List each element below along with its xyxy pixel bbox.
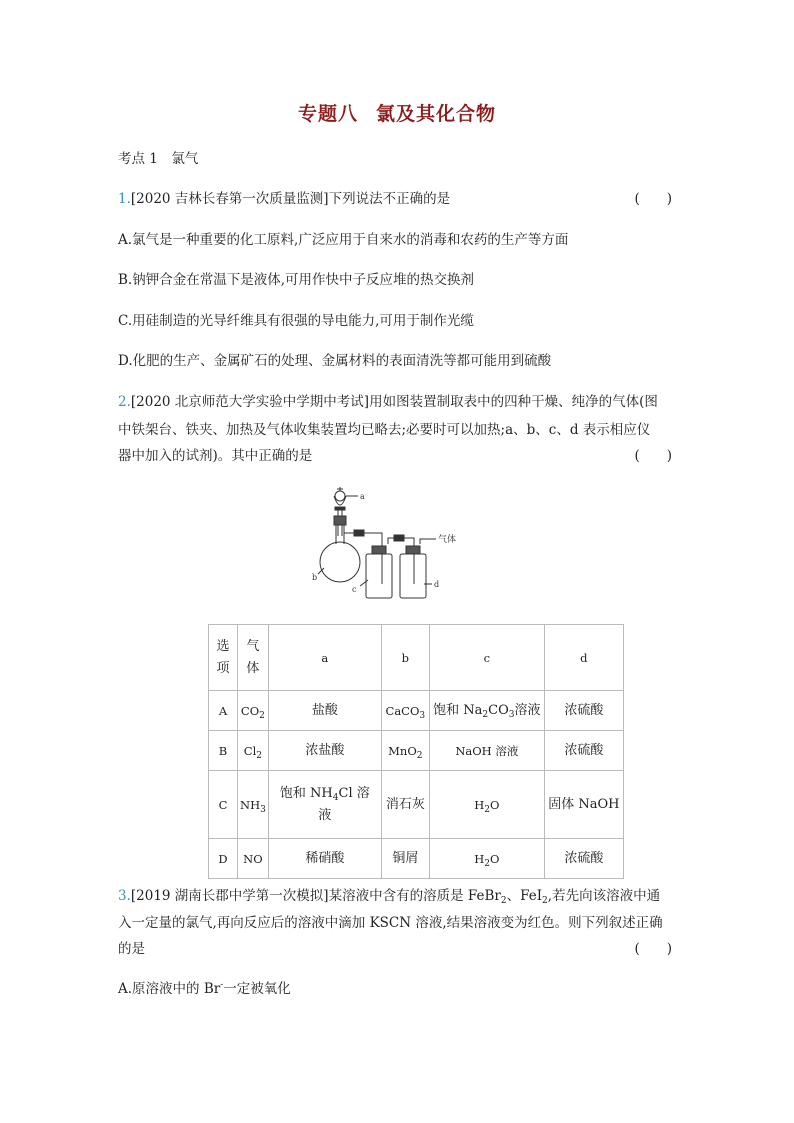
row-a-c-part-2: CO xyxy=(488,702,509,718)
row-c-gas-subscript: 3 xyxy=(260,804,266,815)
row-c-gas-formula: NH xyxy=(240,797,261,812)
page-title xyxy=(0,99,794,126)
row-a-reagent-a: 盐酸 xyxy=(268,691,381,731)
question-3-sub-1: 2 xyxy=(500,896,507,906)
question-1-option-c: C.用硅制造的光导纤维具有很强的导电能力,可用于制作光缆 xyxy=(118,313,474,329)
row-c-a-subscript: 4 xyxy=(332,792,339,803)
question-1-number: 1. xyxy=(118,191,131,207)
row-a-reagent-c xyxy=(429,691,544,731)
table-row xyxy=(209,731,624,771)
figure-label-a: a xyxy=(360,492,365,501)
row-d-c-subscript: 2 xyxy=(484,858,490,869)
row-c-a-part-2: Cl 溶 xyxy=(338,785,370,801)
row-b-b-subscript: 2 xyxy=(416,750,423,761)
row-c-a-part-1: 饱和 NH xyxy=(279,785,333,801)
row-a-c-part-3: 溶液 xyxy=(514,702,541,718)
row-b-reagent-d: 浓硫酸 xyxy=(544,731,623,771)
question-3-option-a-text-2: 一定被氧化 xyxy=(223,981,291,997)
question-2-answer-blank: ( ) xyxy=(634,448,672,464)
question-1-answer-blank: ( ) xyxy=(634,191,672,207)
row-c-c-subscript: 2 xyxy=(484,804,490,815)
row-a-reagent-d: 浓硫酸 xyxy=(544,691,623,731)
row-b-option: B xyxy=(209,731,238,771)
title-topic: 专题八 xyxy=(297,103,358,125)
row-c-a-line-2: 液 xyxy=(318,807,332,823)
row-a-b-formula: CaCO xyxy=(385,703,420,718)
header-a: a xyxy=(268,625,381,691)
question-3-line-3: 的是 xyxy=(118,941,145,957)
row-d-option: D xyxy=(209,839,238,879)
figure-label-d: d xyxy=(434,580,440,589)
question-1-option-d: D.化肥的生产、金属矿石的处理、金属材料的表面清洗等都可能用到硫酸 xyxy=(118,353,552,369)
question-3-text-1b: 、FeI xyxy=(506,888,543,904)
question-3-sub-2: 2 xyxy=(542,896,548,906)
row-a-c-sub-1: 2 xyxy=(482,709,489,720)
question-1-option-b: B.钠钾合金在常温下是液体,可用作快中子反应堆的热交换剂 xyxy=(118,272,475,288)
question-3-number: 3. xyxy=(118,888,131,904)
question-3-text-1a: [2019 湖南长郡中学第一次模拟]某溶液中含有的溶质是 FeBr xyxy=(130,888,501,904)
row-a-b-subscript: 3 xyxy=(419,710,426,721)
title-subject: 氯及其化合物 xyxy=(376,103,497,125)
row-d-reagent-b: 铜屑 xyxy=(381,839,429,879)
table-row xyxy=(209,771,624,839)
question-3-option-a-sup: - xyxy=(220,980,224,990)
question-3-answer-blank: ( ) xyxy=(634,941,672,957)
row-b-gas-formula: Cl xyxy=(243,743,257,758)
header-d: d xyxy=(544,625,623,691)
question-2-line-2: 中铁架台、铁夹、加热及气体收集装置均已略去;必要时可以加热;a、b、c、d 表示相应仪 xyxy=(118,422,651,438)
header-option xyxy=(209,625,238,691)
row-d-gas: NO xyxy=(238,839,269,879)
row-d-c-suffix: O xyxy=(489,851,500,866)
row-d-c-formula: H xyxy=(474,851,485,866)
question-3-line-2: 入一定量的氯气,再向反应后的溶液中滴加 KSCN 溶液,结果溶液变为红色。则下列叙述正确 xyxy=(118,915,663,931)
table-header-row xyxy=(209,625,624,691)
header-gas-char-1: 气 xyxy=(246,638,260,654)
row-b-reagent-b xyxy=(381,731,429,771)
row-b-reagent-a: 浓盐酸 xyxy=(268,731,381,771)
row-a-c-part-1: 饱和 Na xyxy=(433,702,483,718)
row-d-reagent-c xyxy=(429,839,544,879)
reagent-table xyxy=(208,624,624,879)
figure-label-b: b xyxy=(312,573,318,582)
row-c-c-formula: H xyxy=(474,797,485,812)
question-1-text: [2020 吉林长春第一次质量监测]下列说法不正确的是 xyxy=(130,191,451,207)
row-d-reagent-a: 稀硝酸 xyxy=(268,839,381,879)
question-2-text-1: [2020 北京师范大学实验中学期中考试]用如图装置制取表中的四种干燥、纯净的气体(图 xyxy=(130,394,658,410)
row-a-gas xyxy=(238,691,269,731)
header-b: b xyxy=(381,625,429,691)
header-c: c xyxy=(429,625,544,691)
row-c-option: C xyxy=(209,771,238,839)
row-c-reagent-d: 固体 NaOH xyxy=(544,771,623,839)
header-option-char-1: 选 xyxy=(216,638,230,654)
header-option-char-2: 项 xyxy=(216,660,230,676)
section-heading: 考点 1 氯气 xyxy=(118,151,199,167)
table-row xyxy=(209,839,624,879)
row-c-reagent-a xyxy=(268,771,381,839)
row-c-gas xyxy=(238,771,269,839)
header-gas xyxy=(238,625,269,691)
question-3-line-1 xyxy=(118,884,660,904)
row-b-reagent-c: NaOH 溶液 xyxy=(429,731,544,771)
row-b-gas xyxy=(238,731,269,771)
row-a-reagent-b xyxy=(381,691,429,731)
header-gas-char-2: 体 xyxy=(246,660,260,676)
row-a-option: A xyxy=(209,691,238,731)
question-2-number: 2. xyxy=(118,394,131,410)
row-b-gas-subscript: 2 xyxy=(256,750,263,761)
figure-label-gas: 气体 xyxy=(438,535,457,545)
question-3-text-1c: ,若先向该溶液中通 xyxy=(547,888,661,904)
question-3-option-a xyxy=(118,977,291,997)
row-a-gas-formula: CO xyxy=(240,703,260,718)
row-d-reagent-d: 浓硫酸 xyxy=(544,839,623,879)
question-3-option-a-text-1: A.原溶液中的 Br xyxy=(118,981,221,997)
row-a-gas-subscript: 2 xyxy=(259,710,265,721)
table-row xyxy=(209,691,624,731)
row-a-c-sub-2: 3 xyxy=(508,709,515,720)
question-1-stem xyxy=(118,187,450,207)
row-b-b-formula: MnO xyxy=(388,743,417,758)
row-c-reagent-b: 消石灰 xyxy=(381,771,429,839)
gas-apparatus-figure xyxy=(310,484,490,604)
figure-label-c: c xyxy=(352,585,357,594)
question-2-line-1 xyxy=(118,390,658,410)
row-c-reagent-c xyxy=(429,771,544,839)
row-c-c-suffix: O xyxy=(489,797,500,812)
question-2-line-3: 器中加入的试剂)。其中正确的是 xyxy=(118,448,313,464)
question-1-option-a: A.氯气是一种重要的化工原料,广泛应用于自来水的消毒和农药的生产等方面 xyxy=(118,232,569,248)
